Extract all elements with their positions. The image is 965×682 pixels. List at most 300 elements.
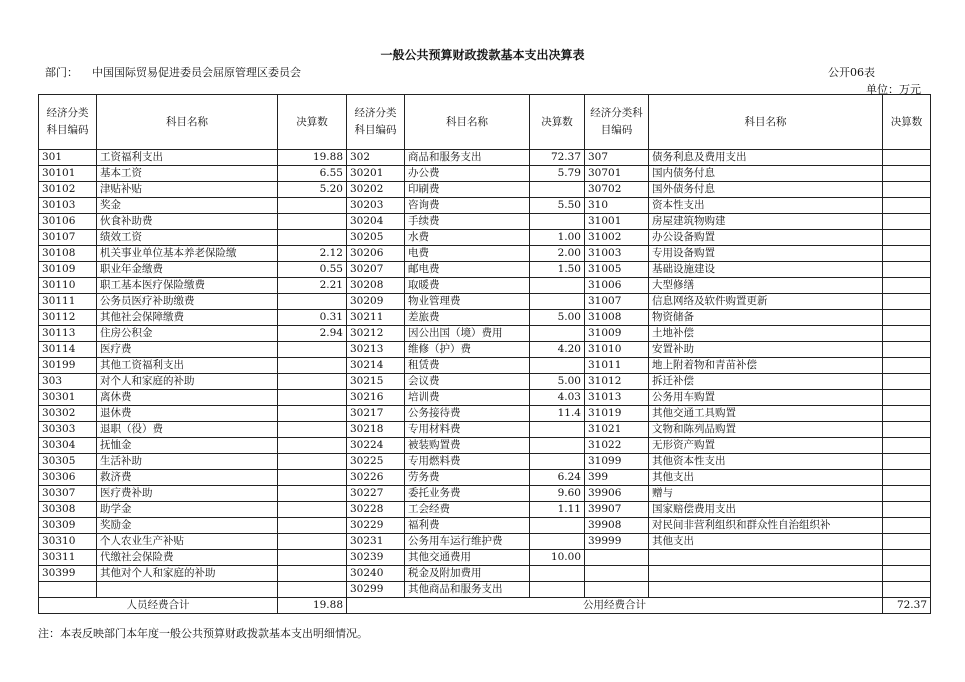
amount-cell [278, 566, 347, 582]
amount-cell: 19.88 [278, 150, 347, 166]
amount-cell [278, 198, 347, 214]
personnel-total-label: 人员经费合计 [39, 598, 278, 614]
amount-cell [278, 470, 347, 486]
amount-cell [883, 230, 931, 246]
code-cell: 31009 [585, 326, 649, 342]
subject-name-cell: 其他支出 [649, 534, 883, 550]
code-cell: 30211 [347, 310, 405, 326]
code-cell: 30214 [347, 358, 405, 374]
code-cell: 30212 [347, 326, 405, 342]
subject-name-cell: 因公出国（境）费用 [405, 326, 530, 342]
subject-name-cell [649, 566, 883, 582]
table-row [39, 214, 931, 230]
table-row [39, 390, 931, 406]
code-cell [585, 566, 649, 582]
code-cell: 30302 [39, 406, 97, 422]
header-name-2: 科目名称 [405, 95, 530, 150]
amount-cell: 5.50 [530, 198, 585, 214]
table-row [39, 486, 931, 502]
table-row [39, 294, 931, 310]
subject-name-cell: 无形资产购置 [649, 438, 883, 454]
amount-cell: 2.00 [530, 246, 585, 262]
table-row [39, 534, 931, 550]
code-cell: 30202 [347, 182, 405, 198]
amount-cell [278, 406, 347, 422]
code-cell: 30109 [39, 262, 97, 278]
code-cell: 30206 [347, 246, 405, 262]
code-cell: 30207 [347, 262, 405, 278]
subject-name-cell: 专用燃料费 [405, 454, 530, 470]
amount-cell [883, 550, 931, 566]
code-cell: 31007 [585, 294, 649, 310]
table-row [39, 246, 931, 262]
code-cell: 310 [585, 198, 649, 214]
amount-cell: 0.31 [278, 310, 347, 326]
code-cell: 31010 [585, 342, 649, 358]
amount-cell [278, 294, 347, 310]
code-cell: 39908 [585, 518, 649, 534]
amount-cell [278, 550, 347, 566]
amount-cell [883, 518, 931, 534]
code-cell: 30205 [347, 230, 405, 246]
subject-name-cell: 其他对个人和家庭的补助 [97, 566, 278, 582]
subject-name-cell: 大型修缮 [649, 278, 883, 294]
amount-cell [883, 470, 931, 486]
subject-name-cell: 资本性支出 [649, 198, 883, 214]
table-row [39, 342, 931, 358]
code-cell: 31019 [585, 406, 649, 422]
table-row [39, 230, 931, 246]
subject-name-cell: 文物和陈列品购置 [649, 422, 883, 438]
public-total-value: 72.37 [883, 598, 931, 614]
amount-cell [278, 342, 347, 358]
amount-cell [530, 534, 585, 550]
amount-cell [883, 246, 931, 262]
code-cell: 30225 [347, 454, 405, 470]
table-row [39, 374, 931, 390]
subject-name-cell: 电费 [405, 246, 530, 262]
code-cell: 30201 [347, 166, 405, 182]
subject-name-cell [97, 582, 278, 598]
code-cell: 30305 [39, 454, 97, 470]
amount-cell: 10.00 [530, 550, 585, 566]
subject-name-cell: 办公费 [405, 166, 530, 182]
header-amount-3: 决算数 [883, 95, 931, 150]
subject-name-cell: 培训费 [405, 390, 530, 406]
code-cell: 30203 [347, 198, 405, 214]
table-row [39, 150, 931, 166]
subject-name-cell: 助学金 [97, 502, 278, 518]
code-cell: 30229 [347, 518, 405, 534]
amount-cell [883, 342, 931, 358]
code-cell: 31008 [585, 310, 649, 326]
amount-cell [883, 294, 931, 310]
amount-cell [883, 326, 931, 342]
subject-name-cell: 公务接待费 [405, 406, 530, 422]
code-cell: 39907 [585, 502, 649, 518]
subject-name-cell: 税金及附加费用 [405, 566, 530, 582]
amount-cell [883, 374, 931, 390]
amount-cell [530, 278, 585, 294]
subject-name-cell: 退职（役）费 [97, 422, 278, 438]
header-name-3: 科目名称 [649, 95, 883, 150]
code-cell: 31022 [585, 438, 649, 454]
code-cell: 30107 [39, 230, 97, 246]
subject-name-cell: 其他工资福利支出 [97, 358, 278, 374]
subject-name-cell: 委托业务费 [405, 486, 530, 502]
subject-name-cell: 取暖费 [405, 278, 530, 294]
subject-name-cell: 其他社会保障缴费 [97, 310, 278, 326]
code-cell: 31021 [585, 422, 649, 438]
subject-name-cell [649, 550, 883, 566]
subject-name-cell: 其他支出 [649, 470, 883, 486]
amount-cell [883, 534, 931, 550]
subject-name-cell: 奖励金 [97, 518, 278, 534]
personnel-total-value: 19.88 [278, 598, 347, 614]
amount-cell [883, 390, 931, 406]
code-cell: 30399 [39, 566, 97, 582]
amount-cell: 6.24 [530, 470, 585, 486]
amount-cell [530, 566, 585, 582]
code-cell: 30110 [39, 278, 97, 294]
subject-name-cell [649, 582, 883, 598]
header-name-1: 科目名称 [97, 95, 278, 150]
code-cell: 30217 [347, 406, 405, 422]
subject-name-cell: 土地补偿 [649, 326, 883, 342]
code-cell: 31011 [585, 358, 649, 374]
amount-cell [278, 502, 347, 518]
subject-name-cell: 机关事业单位基本养老保险缴 [97, 246, 278, 262]
subject-name-cell: 基本工资 [97, 166, 278, 182]
subject-name-cell: 其他资本性支出 [649, 454, 883, 470]
amount-cell [883, 150, 931, 166]
table-row [39, 406, 931, 422]
amount-cell: 5.79 [530, 166, 585, 182]
subject-name-cell: 医疗费补助 [97, 486, 278, 502]
subject-name-cell: 拆迁补偿 [649, 374, 883, 390]
code-cell: 30301 [39, 390, 97, 406]
code-cell: 30227 [347, 486, 405, 502]
amount-cell [883, 358, 931, 374]
amount-cell [883, 310, 931, 326]
code-cell: 30108 [39, 246, 97, 262]
code-cell: 30307 [39, 486, 97, 502]
subject-name-cell: 其他交通工具购置 [649, 406, 883, 422]
table-body [39, 150, 931, 598]
subject-name-cell: 代缴社会保险费 [97, 550, 278, 566]
subject-name-cell: 专用材料费 [405, 422, 530, 438]
amount-cell: 72.37 [530, 150, 585, 166]
subject-name-cell: 地上附着物和青苗补偿 [649, 358, 883, 374]
table-row [39, 326, 931, 342]
form-number: 公开06表 [828, 66, 875, 79]
code-cell: 30213 [347, 342, 405, 358]
code-cell: 30309 [39, 518, 97, 534]
subject-name-cell: 医疗费 [97, 342, 278, 358]
subject-name-cell: 赠与 [649, 486, 883, 502]
subject-name-cell: 生活补助 [97, 454, 278, 470]
footnote: 注：本表反映部门本年度一般公共预算财政拨款基本支出明细情况。 [38, 627, 368, 640]
table-row [39, 470, 931, 486]
amount-cell [530, 454, 585, 470]
table-row [39, 454, 931, 470]
code-cell: 30299 [347, 582, 405, 598]
code-cell: 30102 [39, 182, 97, 198]
code-cell: 30209 [347, 294, 405, 310]
code-cell: 30224 [347, 438, 405, 454]
amount-cell [530, 214, 585, 230]
code-cell [585, 582, 649, 598]
amount-cell: 9.60 [530, 486, 585, 502]
subject-name-cell: 职工基本医疗保险缴费 [97, 278, 278, 294]
unit-label: 单位：万元 [866, 83, 921, 96]
subject-name-cell: 安置补助 [649, 342, 883, 358]
table-row [39, 182, 931, 198]
subject-name-cell: 劳务费 [405, 470, 530, 486]
code-cell [39, 582, 97, 598]
amount-cell: 11.4 [530, 406, 585, 422]
code-cell: 302 [347, 150, 405, 166]
code-cell: 30231 [347, 534, 405, 550]
table-row [39, 166, 931, 182]
subject-name-cell: 被装购置费 [405, 438, 530, 454]
code-cell: 30101 [39, 166, 97, 182]
amount-cell: 2.21 [278, 278, 347, 294]
amount-cell: 1.11 [530, 502, 585, 518]
subject-name-cell: 福利费 [405, 518, 530, 534]
amount-cell [883, 566, 931, 582]
department-line [45, 64, 301, 80]
subject-name-cell: 物业管理费 [405, 294, 530, 310]
code-cell: 31013 [585, 390, 649, 406]
subject-name-cell: 债务利息及费用支出 [649, 150, 883, 166]
subject-name-cell: 职业年金缴费 [97, 262, 278, 278]
amount-cell [883, 166, 931, 182]
amount-cell [278, 582, 347, 598]
amount-cell: 1.00 [530, 230, 585, 246]
amount-cell [278, 374, 347, 390]
subject-name-cell: 个人农业生产补贴 [97, 534, 278, 550]
table-row [39, 502, 931, 518]
code-cell: 39999 [585, 534, 649, 550]
code-cell: 30208 [347, 278, 405, 294]
subject-name-cell: 国内债务付息 [649, 166, 883, 182]
table-row [39, 566, 931, 582]
amount-cell: 4.20 [530, 342, 585, 358]
amount-cell: 6.55 [278, 166, 347, 182]
amount-cell [278, 438, 347, 454]
header-code-2: 经济分类科目编码 [347, 95, 405, 150]
amount-cell: 2.94 [278, 326, 347, 342]
public-total-label: 公用经费合计 [347, 598, 883, 614]
subject-name-cell: 离休费 [97, 390, 278, 406]
amount-cell: 2.12 [278, 246, 347, 262]
subject-name-cell: 救济费 [97, 470, 278, 486]
subject-name-cell: 会议费 [405, 374, 530, 390]
amount-cell [883, 454, 931, 470]
subject-name-cell: 专用设备购置 [649, 246, 883, 262]
subject-name-cell: 退休费 [97, 406, 278, 422]
code-cell: 30228 [347, 502, 405, 518]
subject-name-cell: 租赁费 [405, 358, 530, 374]
subject-name-cell: 房屋建筑物购建 [649, 214, 883, 230]
amount-cell [278, 534, 347, 550]
header-amount-2: 决算数 [530, 95, 585, 150]
code-cell: 30103 [39, 198, 97, 214]
code-cell: 31005 [585, 262, 649, 278]
code-cell: 30240 [347, 566, 405, 582]
amount-cell: 0.55 [278, 262, 347, 278]
amount-cell [530, 518, 585, 534]
amount-cell [883, 406, 931, 422]
amount-cell: 1.50 [530, 262, 585, 278]
amount-cell: 5.20 [278, 182, 347, 198]
amount-cell [530, 182, 585, 198]
subject-name-cell: 奖金 [97, 198, 278, 214]
amount-cell [530, 582, 585, 598]
code-cell: 30308 [39, 502, 97, 518]
subject-name-cell: 办公设备购置 [649, 230, 883, 246]
table-row [39, 422, 931, 438]
code-cell: 31006 [585, 278, 649, 294]
code-cell: 31003 [585, 246, 649, 262]
totals-row [39, 598, 931, 614]
code-cell: 30112 [39, 310, 97, 326]
subject-name-cell: 印刷费 [405, 182, 530, 198]
code-cell: 30218 [347, 422, 405, 438]
subject-name-cell: 基础设施建设 [649, 262, 883, 278]
code-cell: 30113 [39, 326, 97, 342]
table-row [39, 310, 931, 326]
amount-cell [883, 502, 931, 518]
department-label: 部门： [45, 66, 78, 79]
subject-name-cell: 绩效工资 [97, 230, 278, 246]
amount-cell [278, 454, 347, 470]
header-code-3: 经济分类科目编码 [585, 95, 649, 150]
subject-name-cell: 商品和服务支出 [405, 150, 530, 166]
code-cell: 30111 [39, 294, 97, 310]
subject-name-cell: 工资福利支出 [97, 150, 278, 166]
subject-name-cell: 水费 [405, 230, 530, 246]
code-cell: 30310 [39, 534, 97, 550]
page-title: 一般公共预算财政拨款基本支出决算表 [380, 48, 585, 62]
amount-cell [278, 422, 347, 438]
subject-name-cell: 津贴补贴 [97, 182, 278, 198]
code-cell: 31099 [585, 454, 649, 470]
subject-name-cell: 物资储备 [649, 310, 883, 326]
subject-name-cell: 手续费 [405, 214, 530, 230]
subject-name-cell: 信息网络及软件购置更新 [649, 294, 883, 310]
subject-name-cell: 对个人和家庭的补助 [97, 374, 278, 390]
code-cell: 31002 [585, 230, 649, 246]
code-cell: 30306 [39, 470, 97, 486]
code-cell: 30216 [347, 390, 405, 406]
code-cell: 30226 [347, 470, 405, 486]
code-cell: 399 [585, 470, 649, 486]
amount-cell: 5.00 [530, 310, 585, 326]
department-value: 中国国际贸易促进委员会屈原管理区委员会 [92, 66, 301, 79]
code-cell: 30304 [39, 438, 97, 454]
amount-cell [530, 294, 585, 310]
amount-cell [278, 214, 347, 230]
amount-cell [883, 278, 931, 294]
code-cell: 303 [39, 374, 97, 390]
amount-cell [883, 582, 931, 598]
amount-cell [883, 262, 931, 278]
code-cell: 31001 [585, 214, 649, 230]
amount-cell [883, 182, 931, 198]
table-row [39, 550, 931, 566]
amount-cell [278, 358, 347, 374]
amount-cell [530, 422, 585, 438]
amount-cell [278, 230, 347, 246]
amount-cell [883, 438, 931, 454]
subject-name-cell: 公务用车购置 [649, 390, 883, 406]
table-row [39, 582, 931, 598]
table-row [39, 438, 931, 454]
subject-name-cell: 差旅费 [405, 310, 530, 326]
code-cell: 30303 [39, 422, 97, 438]
header-row [39, 95, 931, 150]
code-cell: 30215 [347, 374, 405, 390]
code-cell: 30311 [39, 550, 97, 566]
subject-name-cell: 其他交通费用 [405, 550, 530, 566]
table-row [39, 262, 931, 278]
subject-name-cell: 国家赔偿费用支出 [649, 502, 883, 518]
code-cell: 39906 [585, 486, 649, 502]
subject-name-cell: 邮电费 [405, 262, 530, 278]
code-cell: 30106 [39, 214, 97, 230]
table-row [39, 358, 931, 374]
subject-name-cell: 其他商品和服务支出 [405, 582, 530, 598]
code-cell: 30701 [585, 166, 649, 182]
amount-cell [530, 438, 585, 454]
table-row [39, 198, 931, 214]
amount-cell: 4.03 [530, 390, 585, 406]
code-cell: 31012 [585, 374, 649, 390]
subject-name-cell: 工会经费 [405, 502, 530, 518]
subject-name-cell: 对民间非营利组织和群众性自治组织补 [649, 518, 883, 534]
subject-name-cell: 伙食补助费 [97, 214, 278, 230]
expenditure-table [38, 94, 931, 614]
subject-name-cell: 公务员医疗补助缴费 [97, 294, 278, 310]
subject-name-cell: 住房公积金 [97, 326, 278, 342]
header-code-1: 经济分类科目编码 [39, 95, 97, 150]
subject-name-cell: 维修（护）费 [405, 342, 530, 358]
amount-cell [278, 390, 347, 406]
code-cell: 30239 [347, 550, 405, 566]
code-cell: 30204 [347, 214, 405, 230]
code-cell: 307 [585, 150, 649, 166]
amount-cell [530, 326, 585, 342]
subject-name-cell: 公务用车运行维护费 [405, 534, 530, 550]
amount-cell [530, 358, 585, 374]
subject-name-cell: 咨询费 [405, 198, 530, 214]
subject-name-cell: 抚恤金 [97, 438, 278, 454]
code-cell: 30199 [39, 358, 97, 374]
amount-cell [883, 486, 931, 502]
code-cell [585, 550, 649, 566]
table-row [39, 278, 931, 294]
header-amount-1: 决算数 [278, 95, 347, 150]
amount-cell [278, 486, 347, 502]
code-cell: 301 [39, 150, 97, 166]
code-cell: 30114 [39, 342, 97, 358]
amount-cell [883, 214, 931, 230]
code-cell: 30702 [585, 182, 649, 198]
amount-cell [883, 198, 931, 214]
amount-cell [883, 422, 931, 438]
